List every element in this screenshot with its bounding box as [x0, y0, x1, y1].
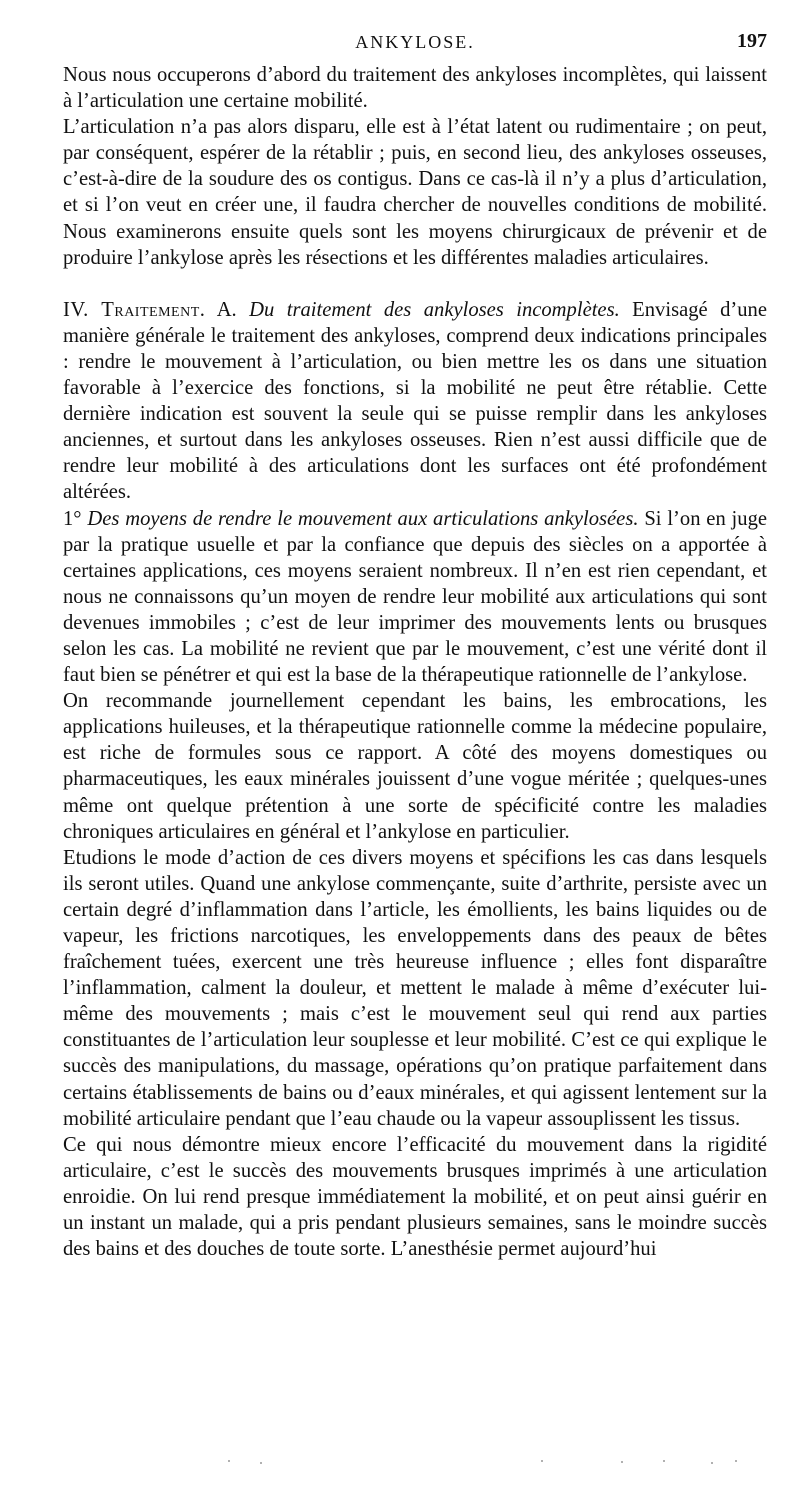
running-title: ANKYLOSE.	[355, 32, 475, 52]
paragraph-articulation: L’articulation n’a pas alors disparu, elle est à l’état latent ou rudimentaire ; on peut, par conséquent, espérer de la rétablir ; puis, en second lieu, des ankyloses osseuses, c’est-à-dire de la soudure des os contigus. Dans ce cas-là il n’y a plus d’articulation, et si l’on veut en créer une, il faudra chercher de nouvelles conditions de mobilité. Nous examinerons ensuite quels sont les moyens chirurgicaux de prévenir et de produire l’ankylose après les résections et les différentes maladies articulaires.	[63, 116, 767, 269]
item-title: Des moyens de rendre le mouvement aux articulations ankylosées.	[87, 507, 639, 530]
paragraph-mouvements-brusques: Ce qui nous démontre mieux encore l’efficacité du mouvement dans la rigidité articulaire, c’est le succès des mouvements brusques imprimés à une articulation enroidie. On lui rend presque immédiatement la mobilité, et on peut ainsi guérir en un instant un malade, qui a pris pendant plusieurs semaines, sans le moindre succès des bains et des douches de toute sorte. L’anesthésie permet aujourd’hui	[63, 1133, 767, 1261]
subsection-title: Du traitement des ankyloses incomplètes.	[249, 298, 620, 321]
page-header	[63, 26, 767, 62]
paragraph-mode-action: Etudions le mode d’action de ces divers moyens et spécifions les cas dans lesquels ils seront utiles. Quand une ankylose commençante, suite d’arthrite, persiste avec un certain degré d’inflammation dans l’article, les émollients, les bains liquides ou de vapeur, les frictions narcotiques, les enveloppements dans des peaux de bêtes fraîchement tuées, exercent une très heureuse influence ; elles font disparaître l’inflammation, calment la douleur, et mettent le malade à même d’exécuter lui-même des mouvements ; mais c’est le mouvement seul qui rend aux parties constituantes de l’articulation leur souplesse et leur mobilité. C’est ce qui explique le succès des manipulations, du massage, opérations qu’on pratique parfaitement dans certains établissements de bains ou d’eaux minérales, et qui agissent lentement sur la mobilité articulaire pendant que l’eau chaude ou la vapeur assouplissent les tissus.	[63, 846, 767, 1130]
section-spacer	[63, 271, 767, 297]
item-body: Si l’on en juge par la pratique usuelle et par la confiance que depuis des siècles on a apportée à certaines applications, ces moyens seraient nombreux. Il n’en est rien cependant, et nous ne connaissons qu’un moyen de rendre leur mobilité aux articulations qui sont devenues immobiles ; c’est de leur imprimer des mouvements lents ou brusques selon les cas. La mobilité ne revient que par le mouvement, c’est une vérité dont il faut bien se pénétrer et qui est la base de la thérapeutique rationnelle de l’ankylose.	[63, 507, 768, 687]
body-text	[63, 62, 767, 1262]
paragraph-intro: Nous nous occuperons d’abord du traitement des ankyloses incomplètes, qui laissent à l’articulation une certaine mobilité.	[63, 64, 767, 113]
paragraph-bains: On recommande journellement cependant les bains, les embrocations, les applications huileuses, et la thérapeutique rationnelle comme la médecine populaire, est riche de formules sous ce rapport. A côté des moyens domestiques ou pharmaceutiques, les eaux minérales jouissent d’une vogue méritée ; quelques-unes même ont quelque prétention à une sorte de spécificité contre les maladies chroniques articulaires en général et l’ankylose en particulier.	[63, 690, 767, 843]
paragraph-moyens	[63, 506, 767, 689]
subsection-letter: A.	[216, 298, 237, 321]
item-number: 1°	[63, 507, 82, 530]
page-number: 197	[737, 30, 767, 52]
footer-specks	[0, 1460, 800, 1470]
paragraph-section-traitement	[63, 297, 767, 506]
book-page	[63, 26, 767, 1262]
section-heading: IV. Traitement.	[63, 298, 206, 321]
section-body: Envisagé d’une manière générale le traitement des ankyloses, comprend deux indications principales : rendre le mouvement à l’articulation, ou bien mettre les os dans une situation favorable à l’exercice des fonctions, si la mobilité ne peut être rétablie. Cette dernière indication est souvent la seule qui se puisse remplir dans les ankyloses anciennes, et surtout dans les ankyloses osseuses. Rien n’est aussi difficile que de rendre leur mobilité à des articulations dont les surfaces ont été profondément altérées.	[63, 298, 767, 504]
